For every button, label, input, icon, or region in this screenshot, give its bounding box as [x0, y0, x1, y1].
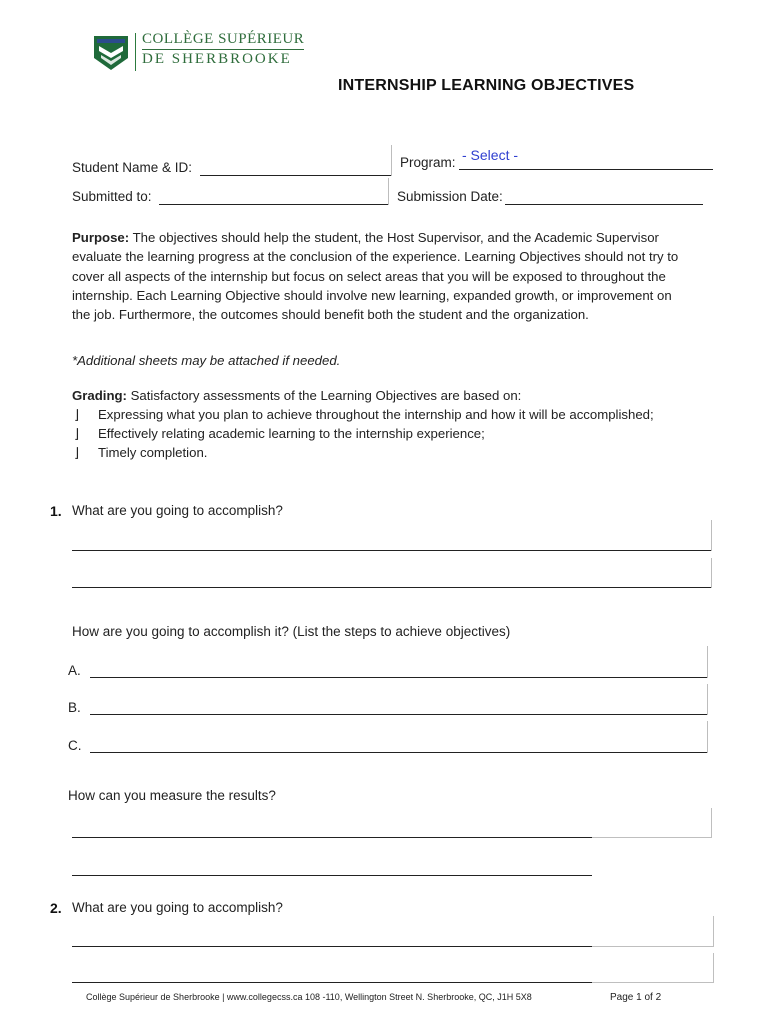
student-name-field-edge [391, 145, 392, 176]
grading-heading [72, 388, 521, 403]
list-item [74, 445, 207, 461]
answer-line[interactable] [72, 982, 592, 983]
question-accomplish: What are you going to accomplish? [72, 900, 283, 915]
measure-field-box [592, 808, 712, 838]
list-item [74, 407, 654, 423]
step-label: B. [68, 700, 81, 715]
logo-text-line1: COLLÈGE SUPÉRIEUR [142, 31, 305, 47]
submitted-to-field[interactable] [159, 204, 389, 205]
grading-item-text: Timely completion. [98, 445, 208, 460]
grading-label: Grading: [72, 388, 127, 403]
purpose-paragraph [72, 228, 682, 324]
answer-line-edge [711, 520, 712, 551]
step-a-field[interactable] [90, 677, 708, 678]
answer-line[interactable] [72, 946, 592, 947]
step-field-edge [707, 646, 708, 678]
bullet-icon: ⌋ [74, 426, 80, 441]
purpose-label: Purpose: [72, 230, 130, 245]
college-shield-logo [92, 34, 130, 72]
page-number: Page 1 of 2 [610, 992, 662, 1003]
logo-text-line2: DE SHERBROOKE [142, 51, 292, 67]
additional-sheets-note: *Additional sheets may be attached if needed. [72, 353, 341, 368]
grading-item-text: Effectively relating academic learning to the internship experience; [98, 426, 485, 441]
page-title: INTERNSHIP LEARNING OBJECTIVES [338, 77, 635, 94]
step-field-edge [707, 721, 708, 753]
bullet-icon: ⌋ [74, 407, 80, 422]
step-field-edge [707, 684, 708, 715]
grading-item-text: Expressing what you plan to achieve throughout the internship and how it will be accomplished; [98, 407, 654, 422]
answer-field-box [592, 916, 714, 947]
question-number: 1. [50, 503, 62, 519]
step-label: C. [68, 738, 82, 753]
bullet-icon: ⌋ [74, 445, 80, 460]
question-number: 2. [50, 900, 62, 916]
step-c-field[interactable] [90, 752, 708, 753]
submission-date-field[interactable] [505, 204, 703, 205]
program-select-underline [459, 169, 713, 170]
student-name-label: Student Name & ID: [72, 160, 193, 175]
purpose-text: The objectives should help the student, the Host Supervisor, and the Academic Supervisor evaluate the learning progress at the conclusion of the experience. Learning Objectives should not try to cover all aspects of the internship but focus on select areas that you will be exposed to throughout the internship. Each Learning Objective should involve new learning, expanded growth, or improvement on the job. Furthermore, the outcomes should benefit both the student and the organization. [72, 230, 679, 323]
student-name-field[interactable] [200, 175, 392, 176]
submitted-to-label: Submitted to: [72, 189, 152, 204]
submitted-to-field-edge [388, 178, 389, 205]
grading-text: Satisfactory assessments of the Learning Objectives are based on: [126, 388, 522, 403]
submission-date-label: Submission Date: [397, 189, 503, 204]
answer-line[interactable] [72, 550, 712, 551]
measure-answer-line[interactable] [72, 875, 592, 876]
measure-answer-line[interactable] [72, 837, 592, 838]
answer-field-box [592, 953, 714, 983]
step-b-field[interactable] [90, 714, 708, 715]
footer-address: Collège Supérieur de Sherbrooke | www.collegecss.ca 108 -110, Wellington Street N. Sherbrooke, QC, J1H 5X8 [86, 992, 532, 1002]
question-measure: How can you measure the results? [68, 788, 276, 803]
answer-line[interactable] [72, 587, 712, 588]
step-label: A. [68, 663, 81, 678]
logo-divider [135, 33, 136, 71]
answer-line-edge [711, 558, 712, 588]
question-accomplish: What are you going to accomplish? [72, 503, 283, 518]
list-item [74, 426, 485, 442]
program-label: Program: [400, 155, 456, 170]
question-how: How are you going to accomplish it? (List the steps to achieve objectives) [72, 624, 511, 639]
logo-rule [142, 49, 304, 50]
program-select[interactable]: - Select - [462, 147, 519, 163]
